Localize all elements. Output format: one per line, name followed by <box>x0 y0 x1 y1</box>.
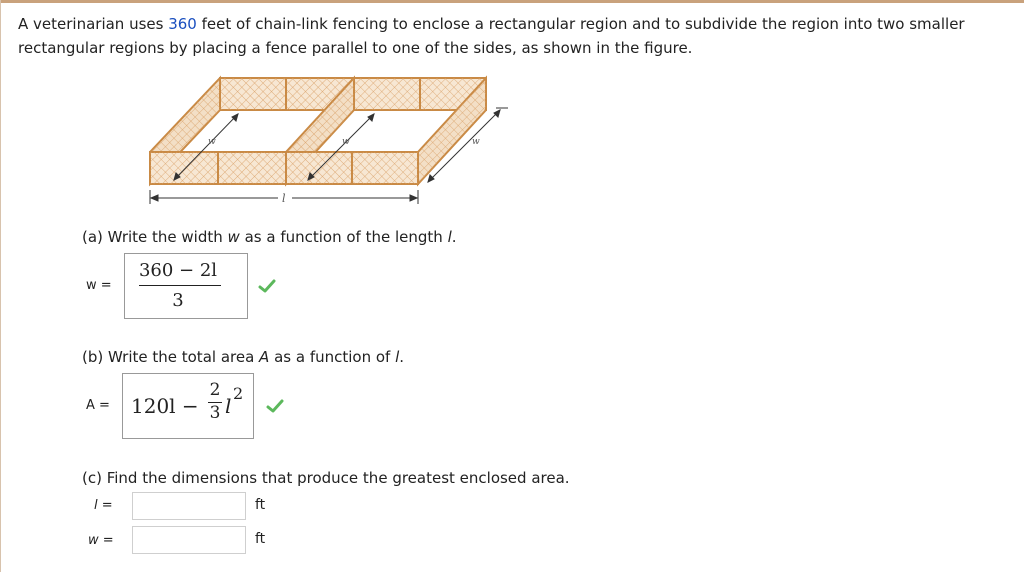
part-a-prompt: (a) Write the width w as a function of the length l. <box>82 228 457 246</box>
part-b-check-icon <box>266 399 284 413</box>
top-border <box>0 0 1024 3</box>
problem-statement <box>18 12 1008 60</box>
part-b-answer-label: A = <box>86 398 110 413</box>
part-b-term2: l <box>225 394 232 418</box>
part-a-numerator: 360 − 2l <box>138 260 218 281</box>
length-unit: ft <box>255 497 266 513</box>
part-a-denominator: 3 <box>172 290 184 311</box>
w-label-2: w <box>342 137 350 147</box>
width-input[interactable] <box>132 526 246 554</box>
part-a-answer-label: w = <box>86 278 112 293</box>
problem-amount: 360 <box>168 15 197 33</box>
part-b-frac-den: 3 <box>209 403 221 423</box>
w-label-3: w <box>472 137 480 147</box>
part-c-prompt: (c) Find the dimensions that produce the greatest enclosed area. <box>82 469 570 487</box>
problem-text-end: feet of chain-link fencing to enclose a rectangular region and to subdivide the region into two smaller rectangular regions by placing a fence parallel to one of the sides, as shown in the figure. <box>18 15 965 57</box>
length-input[interactable] <box>132 492 246 520</box>
part-b-prompt: (b) Write the total area A as a function of l. <box>82 348 405 366</box>
part-a-check-icon <box>258 279 276 293</box>
problem-text-start: A veterinarian uses <box>18 15 169 33</box>
part-c-w-label: w = <box>88 533 114 548</box>
part-a-answer-box[interactable] <box>124 253 248 319</box>
w-label-1: w <box>208 137 216 147</box>
part-b-exponent: 2 <box>233 384 244 403</box>
part-b-frac-num: 2 <box>209 380 221 400</box>
part-c-l-label: l = <box>94 498 113 513</box>
part-b-answer-box[interactable] <box>122 373 254 439</box>
part-a-fraction-bar <box>139 285 221 286</box>
width-unit: ft <box>255 531 266 547</box>
left-border <box>0 0 1 572</box>
part-b-term1: 120l − <box>131 394 199 418</box>
l-label: l <box>282 192 286 205</box>
fence-figure <box>140 70 520 210</box>
front-fence <box>150 152 418 184</box>
